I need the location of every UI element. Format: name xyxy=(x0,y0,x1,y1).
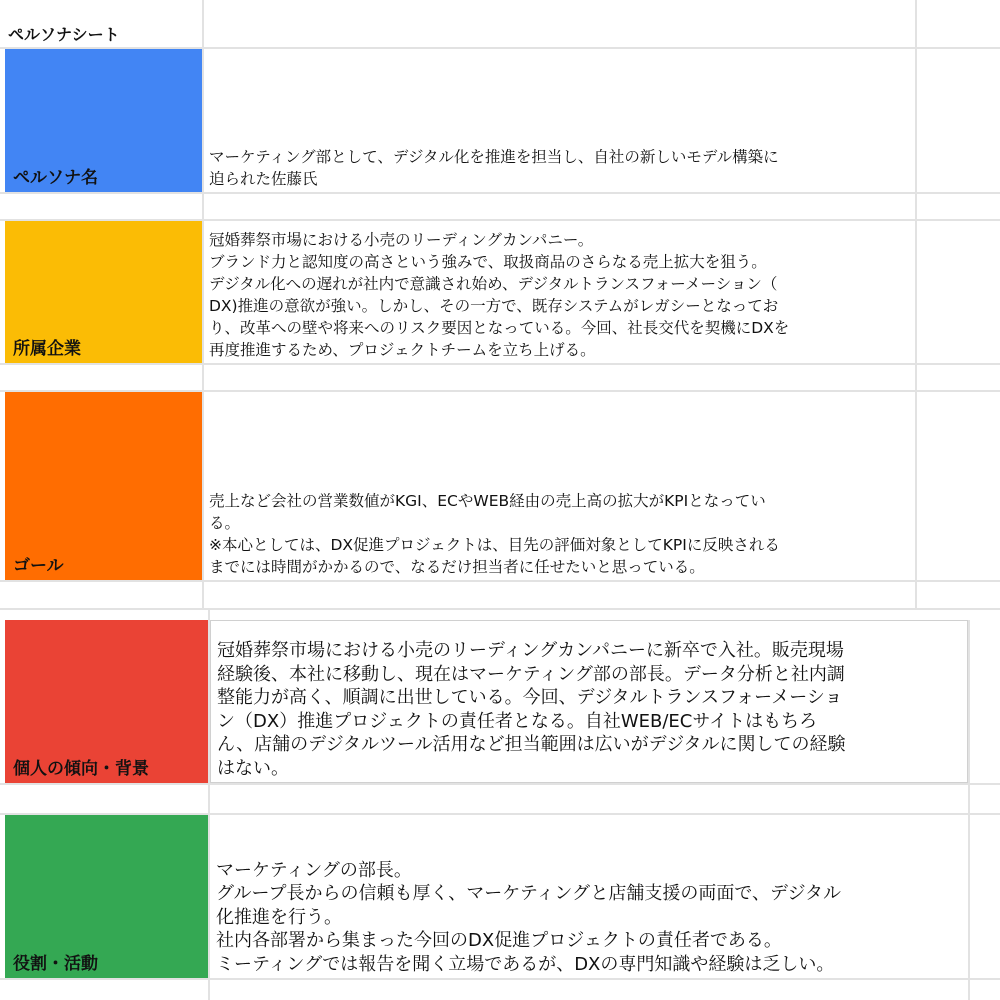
label-cell-goal[interactable]: ゴール xyxy=(5,392,202,580)
grid-line xyxy=(968,620,970,1000)
grid-line xyxy=(0,783,1000,785)
label-cell-role[interactable]: 役割・活動 xyxy=(5,815,208,978)
text-cell-company[interactable]: 冠婚葬祭市場における小売のリーディングカンパニー。 ブランド力と認知度の高さという強みで、取扱商品のさらなる売上拡大を狙う。 デジタル化への遅れが社内で意識され始め、デジタルトランスフォーメーション（ DX)推進の意欲が強い。しかし、その一方で、既存システムがレガシーとなってお り、改革への壁や将来へのリスク要因となっている。今回、社長交代を契機にDXを 再度推進するため、プロジェクトチームを立ち上げる。 xyxy=(209,231,790,359)
text-cell-persona-name[interactable]: マーケティング部として、デジタル化を推進を担当し、自社の新しいモデル構築に 迫られた佐藤氏 xyxy=(209,148,779,188)
label-cell-company[interactable]: 所属企業 xyxy=(5,221,202,363)
text-cell-goal[interactable]: 売上など会社の営業数値がKGI、ECやWEB経由の売上高の拡大がKPIとなってい る。 ※本心としては、DX促進プロジェクトは、目先の評価対象としてKPIに反映される までには時間がかかるので、なるだけ担当者に任せたいと思っている。 xyxy=(209,492,780,576)
sheet-title[interactable]: ペルソナシート xyxy=(8,25,120,44)
grid-line xyxy=(915,0,917,610)
label-cell-persona-name[interactable]: ペルソナ名 xyxy=(5,49,202,192)
grid-line xyxy=(0,978,1000,980)
grid-line xyxy=(0,580,1000,582)
text-cell-role[interactable]: マーケティングの部長。 グループ長からの信頼も厚く、マーケティングと店舗支援の両面で、デジタル 化推進を行う。 社内各部署から集まった今回のDX促進プロジェクトの責任者である。 ミーティングでは報告を聞く立場であるが、DXの専門知識や経験は乏しい。 xyxy=(216,859,841,975)
label-cell-background[interactable]: 個人の傾向・背景 xyxy=(5,620,208,783)
grid-line xyxy=(0,608,1000,610)
grid-line xyxy=(0,363,1000,365)
grid-line xyxy=(0,192,1000,194)
text-cell-background[interactable]: 冠婚葬祭市場における小売のリーディングカンパニーに新卒で入社。販売現場 経験後、本社に移動し、現在はマーケティング部の部長。データ分析と社内調 整能力が高く、順調に出世している。今回、デジタルトランスフォーメーショ ン（DX）推進プロジェクトの責任者となる。自社WEB/ECサイトはもちろ ん、店舗のデジタルツール活用など担当範囲は広いがデジタルに関しての経験 はない。 xyxy=(210,620,968,783)
